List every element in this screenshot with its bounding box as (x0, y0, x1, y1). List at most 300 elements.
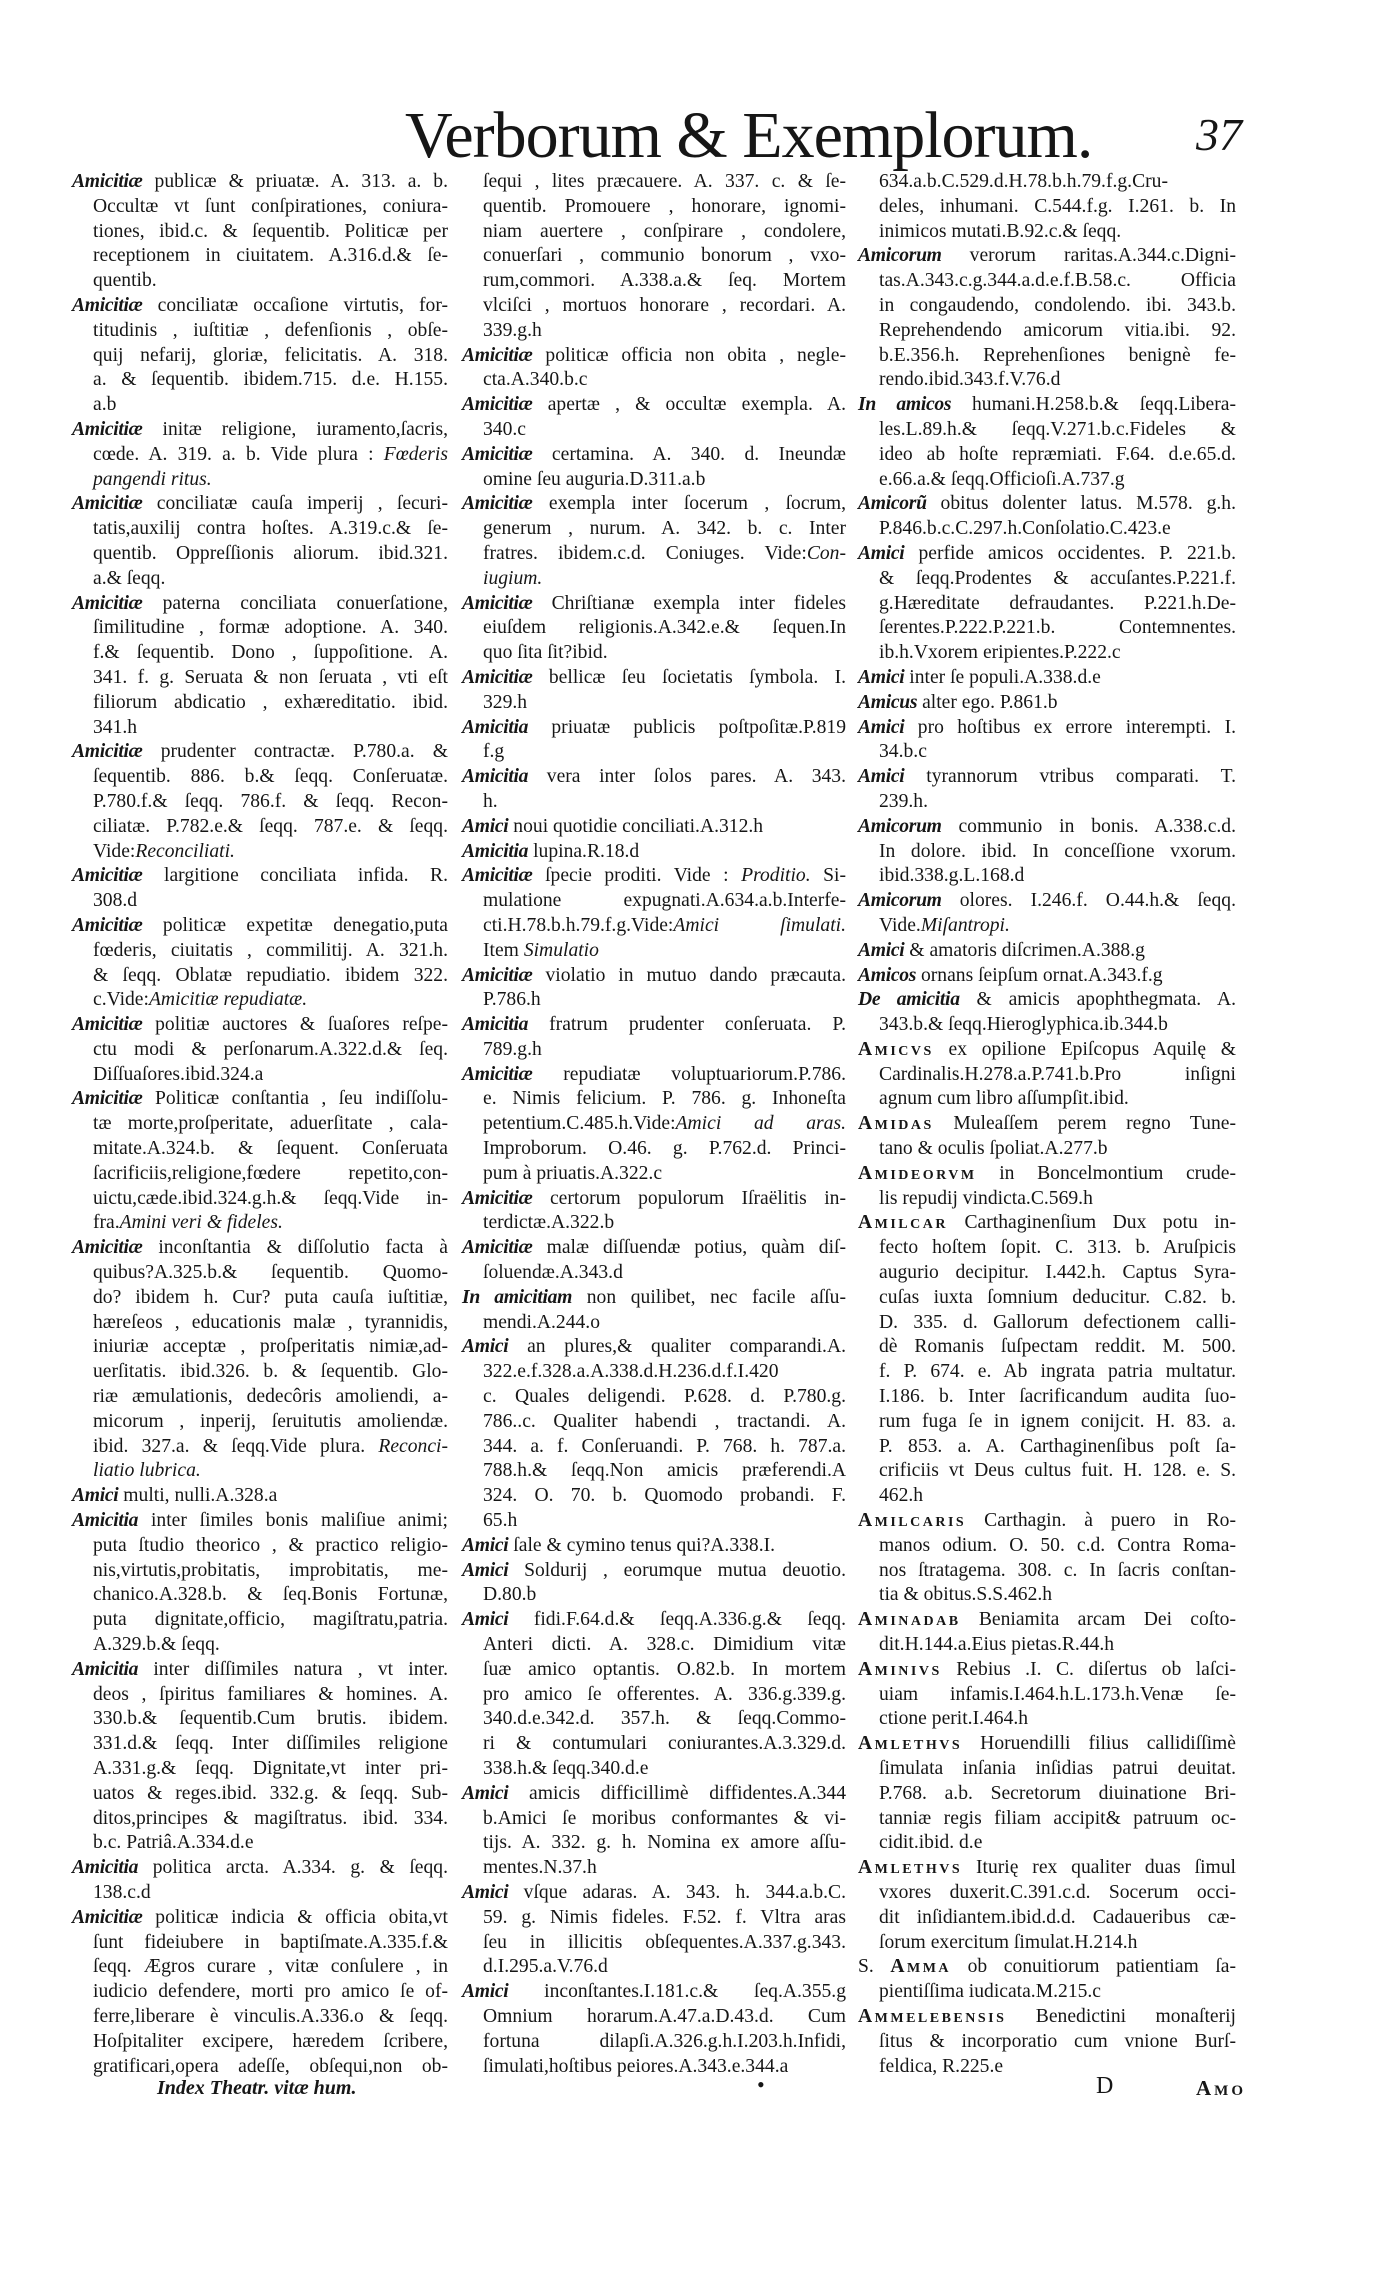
index-line (858, 1261, 1236, 1286)
index-column-middle (462, 170, 846, 2079)
entry-text: Improborum. O.46. g. P.762.d. Princi- (483, 1138, 846, 1160)
entry-text: exempla inter ſocerum , ſocrum, (532, 493, 846, 515)
entry-text: dit inſidiantem.ibid.d.d. Cadaueribus cæ- (879, 1906, 1236, 1928)
entry-text: fratrum prudenter conſeruata. P. (528, 1014, 846, 1036)
index-line (858, 1732, 1236, 1757)
index-line (858, 1236, 1236, 1261)
index-entry (72, 170, 448, 294)
index-line (858, 244, 1236, 269)
entry-text: apertæ , & occultæ exempla. A. (532, 394, 846, 416)
entry-text: priuatæ publicis poſtpoſitæ.P.819 (528, 716, 846, 738)
entry-text: do? ibidem h. Cur? puta cauſa iuſtitiæ, (93, 1286, 448, 1308)
index-line (72, 1658, 448, 1683)
index-line (72, 1955, 448, 1980)
index-line (72, 1906, 448, 1931)
index-line (72, 1807, 448, 1832)
entry-text: dit.H.144.a.Eius pietas.R.44.h (879, 1634, 1115, 1656)
index-line (858, 939, 1236, 964)
entry-headword: Amicitiæ (462, 344, 533, 366)
entry-headword-smallcaps: Amilcaris (858, 1510, 967, 1532)
index-line (72, 418, 448, 443)
index-entry (462, 393, 846, 443)
entry-text: ri & contumulari coniurantes.A.3.329.d. (483, 1733, 846, 1755)
entry-text: ſoluendæ.A.343.d (483, 1262, 623, 1284)
entry-headword: Amicitiæ (462, 443, 533, 465)
index-entry (462, 1782, 846, 1881)
index-line (858, 840, 1236, 865)
index-line (858, 567, 1236, 592)
index-line (72, 666, 448, 691)
index-line (72, 1683, 448, 1708)
entry-text: 634.a.b.C.529.d.H.78.b.h.79.f.g.Cru- (879, 171, 1168, 192)
index-line (858, 1311, 1236, 1336)
entry-text: P.780.f.& ſeqq. 786.f. & ſeqq. Recon- (93, 790, 448, 812)
index-line (462, 1608, 846, 1633)
index-line (858, 1112, 1236, 1137)
entry-text: cœde. A. 319. a. b. Vide plura : (93, 443, 384, 465)
entry-text: ſequentib. 886. b.& ſeqq. Conſeruatæ. (93, 766, 448, 788)
entry-text: mendi.A.244.o (483, 1311, 601, 1333)
entry-text: augurio decipitur. I.442.h. Captus Syra- (879, 1262, 1236, 1284)
entry-text: iudicio defendere, morti pro amico ſe of- (93, 1981, 448, 2003)
index-line (858, 1608, 1236, 1633)
index-line (72, 1137, 448, 1162)
index-entry (72, 1236, 448, 1484)
index-line (858, 468, 1236, 493)
index-line (858, 1013, 1236, 1038)
index-line (462, 1360, 846, 1385)
entry-text: fratres. ibidem.c.d. Coniuges. Vide: (483, 542, 807, 564)
entry-text: S. (858, 1956, 891, 1978)
entry-text: 340.c (483, 418, 526, 440)
entry-text: multi, nulli.A.328.a (118, 1485, 278, 1507)
index-line (858, 1038, 1236, 1063)
entry-text: Reprehendendo amicorum vitia.ibi. 92. (879, 319, 1236, 341)
entry-text: fœderis, ciuitatis , commilitij. A. 321.h. (93, 939, 448, 961)
index-line (72, 988, 448, 1013)
entry-headword: Amicitiæ (72, 914, 143, 936)
entry-text: Horuendilli filius callidiſſimè (962, 1733, 1236, 1755)
index-line (462, 567, 846, 592)
index-line (858, 319, 1236, 344)
index-line (72, 1559, 448, 1584)
entry-text: uictu,cæde.ibid.324.g.h.& ſeqq.Vide in- (93, 1187, 448, 1209)
entry-text: ferre,liberare è vinculis.A.336.o & ſeqq. (93, 2005, 448, 2027)
index-entry (858, 1732, 1236, 1856)
index-line (858, 914, 1236, 939)
entry-text: generum , nurum. A. 342. b. c. Inter (483, 518, 846, 540)
entry-text: 329.h (483, 691, 528, 713)
entry-text: conciliatæ occaſione virtutis, for- (142, 294, 448, 316)
index-line (858, 1534, 1236, 1559)
index-line (858, 1906, 1236, 1931)
index-line (72, 1187, 448, 1212)
index-line (462, 716, 846, 741)
entry-text: 308.d (93, 890, 138, 912)
index-entry (858, 691, 1236, 716)
index-entry (72, 492, 448, 591)
entry-headword: Amici (858, 716, 905, 738)
index-line (858, 740, 1236, 765)
index-line (72, 1831, 448, 1856)
index-entry (462, 1335, 846, 1533)
index-line (72, 319, 448, 344)
index-line (462, 1459, 846, 1484)
index-line (72, 1484, 448, 1509)
entry-text: 789.g.h (483, 1038, 542, 1060)
entry-text: inimicos mutati.B.92.c.& ſeqq. (879, 220, 1122, 242)
entry-text: 786..c. Qualiter habendi , tractandi. A. (483, 1410, 846, 1432)
index-line (858, 691, 1236, 716)
entry-headword-smallcaps: Amlethvs (858, 1733, 963, 1755)
entry-headword: Amicitiæ (72, 418, 143, 440)
index-line (462, 1484, 846, 1509)
entry-headword: Amici (462, 1336, 509, 1358)
index-entry (858, 939, 1236, 964)
index-line (858, 765, 1236, 790)
entry-text: 324. O. 70. b. Quomodo probandi. F. (483, 1485, 846, 1507)
entry-headword: Amicitiæ (72, 592, 143, 614)
index-line (462, 592, 846, 617)
entry-text: obitus dolenter latus. M.578. g.h. (926, 493, 1236, 515)
index-line (462, 815, 846, 840)
index-line (462, 988, 846, 1013)
entry-text: quibus?A.325.b.& ſequentib. Quomo- (93, 1262, 448, 1284)
entry-headword: Amicitia (72, 1857, 139, 1879)
index-line (462, 443, 846, 468)
italic-reference: Fœderis (383, 443, 448, 465)
entry-text: ideo ab hoſte repræmiati. F.64. d.e.65.d. (879, 443, 1236, 465)
index-line (858, 1509, 1236, 1534)
entry-headword: Amicitiæ (462, 1187, 533, 1209)
index-line (72, 1931, 448, 1956)
entry-text: A.331.g.& ſeqq. Dignitate,vt inter pri- (93, 1758, 448, 1779)
entry-headword: Amicitiæ (72, 865, 143, 887)
index-line (462, 864, 846, 889)
entry-text: tano & oculis ſpoliat.A.277.b (879, 1138, 1108, 1160)
index-entry (858, 815, 1236, 889)
index-line (858, 2030, 1236, 2055)
index-entry (462, 1236, 846, 1286)
entry-text: ornans ſeipſum ornat.A.343.f.g (916, 964, 1163, 986)
entry-text: e.66.a.& ſeqq.Officioſi.A.737.g (879, 468, 1125, 490)
italic-reference: Reconciliati. (135, 840, 235, 862)
index-line (462, 1385, 846, 1410)
index-line (858, 988, 1236, 1013)
entry-text: Carthagin. à puero in Ro- (966, 1510, 1236, 1532)
index-line (858, 418, 1236, 443)
entry-headword: Amici (858, 766, 905, 788)
entry-text: ctione perit.I.464.h (879, 1708, 1029, 1730)
entry-headword: Amicitiæ (462, 666, 533, 688)
italic-reference: Proditio. (741, 865, 811, 887)
index-line (858, 1980, 1236, 2005)
italic-reference: Miſantropi. (920, 914, 1010, 936)
index-line (462, 889, 846, 914)
index-line (72, 1087, 448, 1112)
index-line (858, 889, 1236, 914)
entry-text: humani.H.258.b.& ſeqq.Libera- (951, 394, 1236, 416)
index-entry (858, 988, 1236, 1038)
index-entry (858, 1211, 1236, 1509)
index-line (72, 939, 448, 964)
entry-headword-smallcaps: Amma (890, 1956, 952, 1978)
entry-text: 331.d.& ſeqq. Inter diſſimiles religione (93, 1733, 448, 1755)
index-line (858, 1385, 1236, 1410)
index-line (462, 1683, 846, 1708)
index-line (72, 443, 448, 468)
entry-headword-smallcaps: Amlethvs (858, 1857, 963, 1879)
italic-reference: liatio lubrica. (93, 1460, 201, 1482)
entry-text: nis,virtutis,probitatis, improbitatis, me- (93, 1559, 448, 1581)
entry-text: micorum , inperij, ſeruitutis amoliendæ. (93, 1410, 448, 1432)
entry-text: b.E.356.h. Reprehenſiones benignè fe- (879, 344, 1236, 366)
index-line (858, 1410, 1236, 1435)
entry-text: gratificari,opera adeſſe, obſequi,non ob- (93, 2055, 448, 2077)
entry-text: Politicæ conſtantia , ſeu indiſſolu- (142, 1088, 448, 1110)
italic-reference: Amini veri & fideles. (119, 1212, 283, 1234)
entry-text: perfide amicos occidentes. P. 221.b. (904, 542, 1236, 564)
entry-text: puta ſtudio theorico , & practico religio- (93, 1534, 448, 1556)
entry-headword: Amicorum (858, 815, 942, 837)
index-line (462, 1187, 846, 1212)
entry-text: ſunt fideiubere in baptiſmate.A.335.f.& (93, 1931, 448, 1953)
entry-text: a.b (93, 394, 117, 416)
index-line (858, 2055, 1236, 2080)
index-entry (858, 492, 1236, 542)
index-line (858, 517, 1236, 542)
entry-text: 341. f. g. Seruata & non ſeruata , vti eſt (93, 666, 448, 688)
index-line (462, 294, 846, 319)
entry-headword-smallcaps: Aminivs (858, 1658, 942, 1680)
entry-headword: Amici (858, 939, 905, 961)
index-line (72, 1286, 448, 1311)
index-line (858, 864, 1236, 889)
entry-text: vlciſci , mortuos honorare , recordari. A. (483, 294, 846, 316)
index-entry (462, 443, 846, 493)
entry-text: 322.e.f.328.a.A.338.d.H.236.d.f.I.420 (483, 1361, 779, 1383)
entry-text: Occultæ vt ſunt conſpirationes, coniura- (93, 195, 448, 217)
entry-headword: Amicos (858, 964, 917, 986)
entry-headword: Amici (462, 1559, 509, 1581)
entry-text: mitate.A.324.b. & ſequent. Conſeruata (93, 1138, 448, 1160)
entry-text: ob conuitiorum patientiam ſa- (951, 1956, 1236, 1978)
entry-text: certorum populorum Iſraëlitis in- (532, 1187, 846, 1209)
entry-text: chanico.A.328.b. & ſeq.Bonis Fortunæ, (93, 1584, 448, 1606)
entry-text: tyrannorum vtribus comparati. T. (904, 766, 1236, 788)
entry-text: A.329.b.& ſeqq. (93, 1634, 220, 1656)
entry-headword: Amicorum (858, 890, 942, 912)
index-entry (72, 740, 448, 864)
entry-text: uiam infamis.I.464.h.L.173.h.Venæ ſe- (879, 1683, 1236, 1705)
index-entry (462, 1063, 846, 1187)
index-entry (462, 840, 846, 865)
entry-text: politicæ indicia & officia obita,vt (142, 1906, 448, 1928)
index-line (858, 1881, 1236, 1906)
running-footer-title: Index Theatr. vitæ hum. (157, 2077, 357, 2099)
index-line (858, 1484, 1236, 1509)
index-entry (462, 1980, 846, 2079)
index-line (72, 889, 448, 914)
entry-text: vxores duxerit.C.391.c.d. Socerum occi- (879, 1881, 1236, 1903)
entry-text: petentium.C.485.h.Vide: (483, 1113, 676, 1135)
index-line (72, 468, 448, 493)
entry-text: crificiis vt Deus cultus fuit. H. 128. e. S. (879, 1460, 1236, 1482)
entry-text: tas.A.343.c.g.344.a.d.e.f.B.58.c. Officia (879, 270, 1236, 292)
entry-text: amicis difficillimè diffidentes.A.344 (508, 1782, 846, 1804)
index-line (72, 1732, 448, 1757)
index-line (462, 641, 846, 666)
entry-text: ibid.338.g.L.168.d (879, 865, 1025, 887)
index-line (462, 1112, 846, 1137)
index-line (858, 1063, 1236, 1088)
entry-headword: Amici (462, 1981, 509, 2003)
index-line (462, 2030, 846, 2055)
index-line (72, 1236, 448, 1261)
index-line (462, 1162, 846, 1187)
index-line (858, 344, 1236, 369)
index-entry (858, 1608, 1236, 1658)
index-line (72, 1038, 448, 1063)
index-line (462, 244, 846, 269)
index-line (72, 195, 448, 220)
index-line (462, 418, 846, 443)
entry-text: & amatoris diſcrimen.A.388.g (904, 939, 1145, 961)
index-line (72, 1063, 448, 1088)
entry-text: & amicis apophthegmata. A. (959, 989, 1236, 1011)
entry-text: & ſeqq.Prodentes & accuſantes.P.221.f. (879, 567, 1236, 589)
index-entry (858, 765, 1236, 815)
entry-headword: Amicus (858, 691, 918, 713)
index-line (858, 1435, 1236, 1460)
index-line (858, 492, 1236, 517)
entry-text: conciliatæ cauſa imperij , ſecuri- (142, 493, 448, 515)
index-line (858, 1955, 1236, 1980)
page-number: 37 (1196, 109, 1242, 160)
index-line (858, 790, 1236, 815)
entry-headword: Amicitiæ (462, 394, 533, 416)
italic-reference: iugium. (483, 567, 543, 589)
entry-text: ſimulata inſania inſidias patrui deuitat. (879, 1758, 1236, 1779)
entry-text: riæ æmulationis, dedecôris amoliendi, a- (93, 1386, 448, 1408)
entry-text: ctu modi & perſonarum.A.322.d.& ſeq. (93, 1038, 448, 1060)
entry-text: ſorum exercitum ſimulat.H.214.h (879, 1931, 1138, 1953)
index-entry (72, 294, 448, 418)
entry-text: ſacrificiis,religione,fœdere repetito,con- (93, 1162, 448, 1184)
index-line (462, 1261, 846, 1286)
entry-text: D.80.b (483, 1584, 537, 1606)
index-line (858, 1335, 1236, 1360)
entry-text: mulatione expugnati.A.634.a.b.Interfe- (483, 890, 846, 912)
entry-text: ſimilitudine , formæ adoptione. A. 340. (93, 617, 448, 639)
entry-text: 339.g.h (483, 319, 542, 341)
entry-text: ſimulati,hoſtibus peiores.A.343.e.344.a (483, 2055, 789, 2077)
entry-text: 59. g. Nimis fideles. F.52. f. Vltra aras (483, 1906, 846, 1928)
index-line (72, 815, 448, 840)
entry-text: fecto hoſtem ſopit. C. 313. b. Aruſpicis (879, 1237, 1236, 1259)
entry-text: tiones, ibid.c. & ſequentib. Politicæ per (93, 220, 448, 242)
index-line (72, 641, 448, 666)
entry-text: agnum cum libro aſſumpſit.ibid. (879, 1088, 1129, 1110)
entry-text: deos , ſpiritus familiares & homines. A. (93, 1683, 448, 1705)
entry-text: inter ſe populi.A.338.d.e (904, 666, 1101, 688)
index-line (72, 2005, 448, 2030)
entry-headword: Amicitia (462, 766, 529, 788)
entry-headword: Amicitiæ (72, 1014, 143, 1036)
entry-headword: Amicitiæ (462, 493, 533, 515)
index-line (72, 1335, 448, 1360)
entry-headword: Amicitiæ (462, 865, 533, 887)
italic-reference: Simulatio (523, 939, 599, 961)
entry-headword: Amici (462, 1881, 509, 1903)
index-line (462, 1435, 846, 1460)
index-entry (72, 1013, 448, 1087)
entry-text: lis repudij vindicta.C.569.h (879, 1187, 1093, 1209)
index-line (462, 1063, 846, 1088)
entry-text: c. Quales deligendi. P.628. d. P.780.g. (483, 1386, 846, 1408)
entry-text: f. P. 674. e. Ab ingrata patria multatur. (879, 1361, 1236, 1383)
index-column-right (858, 170, 1236, 2079)
entry-text: 338.h.& ſeqq.340.d.e (483, 1758, 649, 1779)
entry-text: P. 853. a. A. Carthaginenſibus poſt ſa- (879, 1435, 1236, 1457)
index-line (462, 765, 846, 790)
entry-text: Cardinalis.H.278.a.P.741.b.Pro inſigni (879, 1063, 1236, 1085)
entry-text: omine ſeu auguria.D.311.a.b (483, 468, 706, 490)
entry-text: quentib. Promouere , honorare, ignomi- (483, 195, 846, 217)
index-line (72, 492, 448, 517)
entry-text: politicæ expetitæ denegatio,puta (142, 914, 448, 936)
entry-text: niam auertere , conſpirare , condolere, (483, 220, 846, 242)
entry-headword: Amici (858, 666, 905, 688)
index-line (462, 1311, 846, 1336)
index-line (72, 1410, 448, 1435)
entry-text: prudenter contractæ. P.780.a. & (142, 741, 448, 763)
index-line (462, 666, 846, 691)
index-entry (858, 666, 1236, 691)
index-line (72, 765, 448, 790)
index-line (462, 542, 846, 567)
index-entry (72, 864, 448, 914)
entry-text: an plures,& qualiter comparandi.A. (508, 1336, 846, 1358)
entry-text: manos odium. O. 50. c.d. Contra Roma- (879, 1534, 1236, 1556)
index-line (462, 1559, 846, 1584)
index-entry (858, 1162, 1236, 1212)
entry-text: inconſtantia & diſſolutio facta à (142, 1237, 448, 1259)
index-line (462, 1534, 846, 1559)
entry-text: terdictæ.A.322.b (483, 1212, 615, 1234)
index-entry (858, 1955, 1236, 2005)
entry-headword: Amicitiæ (462, 592, 533, 614)
index-line (462, 939, 846, 964)
entry-text: P.786.h (483, 989, 541, 1011)
italic-reference: Amici ad aras. (675, 1113, 846, 1135)
entry-text: Benedictini monaſterij (1006, 2005, 1236, 2027)
index-entry (858, 1509, 1236, 1608)
entry-headword: Amicitiæ (72, 171, 143, 192)
index-entry (462, 1881, 846, 1980)
index-entry (462, 864, 846, 963)
entry-text: g.Hæreditate defraudantes. P.221.h.De- (879, 592, 1236, 614)
index-line (72, 1509, 448, 1534)
entry-headword: Amicitiæ (72, 1906, 143, 1928)
entry-text: pro hoſtibus ex errore interempti. I. (904, 716, 1236, 738)
entry-text: e. Nimis felicium. P. 786. g. Inhoneſta (483, 1088, 846, 1110)
index-line (462, 1658, 846, 1683)
entry-headword: Amici (462, 1782, 509, 1804)
entry-text: nos ſtratagema. 308. c. In ſacris conſtan- (879, 1559, 1236, 1581)
entry-text: ſeqq. Ægros curare , vitæ conſulere , in (93, 1956, 448, 1978)
entry-text: pum à priuatis.A.322.c (483, 1162, 663, 1184)
